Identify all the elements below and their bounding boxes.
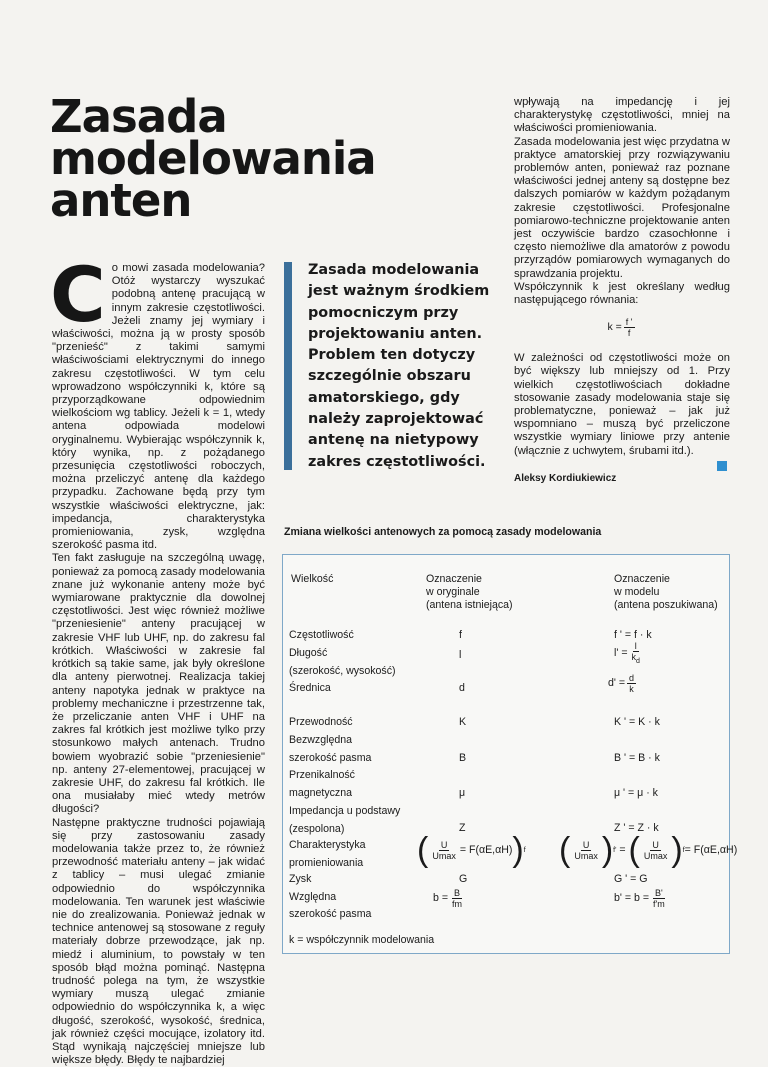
formula-denominator: f'm bbox=[653, 899, 665, 909]
row-name-permeability-sub: magnetyczna bbox=[289, 787, 353, 799]
paren-right: ) bbox=[671, 831, 683, 869]
title-line-1: Zasada bbox=[50, 90, 227, 143]
formula-lhs: d' = bbox=[608, 677, 626, 689]
article-column-1 bbox=[50, 250, 265, 1067]
row-name-impedance-sub: (zespolona) bbox=[289, 823, 345, 835]
row-model-gain: G ' = G bbox=[614, 873, 648, 885]
k-formula bbox=[514, 317, 730, 338]
header-line: (antena poszukiwana) bbox=[614, 599, 718, 611]
formula-denominator bbox=[630, 652, 642, 667]
den-sub: d bbox=[636, 657, 640, 665]
drop-cap: C bbox=[50, 250, 106, 339]
row-model-radiation bbox=[559, 833, 737, 867]
row-model-length bbox=[614, 641, 644, 667]
title-line-3: anten bbox=[50, 174, 192, 227]
row-model-relative-bandwidth bbox=[614, 888, 669, 909]
article-title bbox=[50, 90, 376, 227]
row-name-permeability: Przenikalność bbox=[289, 769, 355, 781]
row-orig-conductivity: K bbox=[459, 716, 467, 728]
paren-right: ) bbox=[512, 831, 524, 869]
row-name-diameter: Średnica bbox=[289, 682, 331, 694]
row-orig-gain: G bbox=[459, 873, 468, 885]
equals-sign: = bbox=[616, 843, 629, 856]
row-orig-length: l bbox=[459, 649, 462, 661]
formula-function: = F(αE,αH) bbox=[684, 843, 738, 856]
row-model-conductivity: K ' = K · k bbox=[614, 716, 660, 728]
row-orig-permeability: μ bbox=[459, 787, 466, 799]
row-model-diameter bbox=[608, 673, 638, 694]
paragraph: Zasada modelowania jest więc przydatna w praktyce amatorskiej przy rozwiązywaniu problemów anten, ponieważ raz poznane właściwości jednej anteny są dostępne bez dalszych pomiarów w każdym pożądanym zakresie częstotliwości. Profesjonalne pomiarowo-techniczne projektowanie anten jest oczywiście bardzo czasochłonne i często niemożliwe dla amatorów z powodu przyrządów pomiarowych wymaganych do sprawdzania projektu. bbox=[514, 135, 730, 280]
formula-denominator: k bbox=[629, 684, 634, 694]
row-model-frequency: f ' = f · k bbox=[614, 629, 652, 641]
formula-fraction bbox=[430, 840, 458, 861]
formula-fraction bbox=[651, 888, 667, 909]
formula-lhs: k = bbox=[607, 321, 622, 334]
row-name-frequency: Częstotliwość bbox=[289, 629, 354, 641]
paragraph: Współczynnik k jest określany według następującego równania: bbox=[514, 280, 730, 307]
row-orig-relative-bandwidth bbox=[433, 888, 466, 909]
formula-fraction bbox=[624, 317, 635, 338]
header-line: (antena istniejąca) bbox=[426, 599, 513, 611]
row-orig-radiation bbox=[417, 833, 526, 867]
header-line: w modelu bbox=[614, 586, 660, 598]
row-name-length-sub: (szerokość, wysokość) bbox=[289, 665, 396, 677]
den-main: k bbox=[631, 652, 637, 662]
paragraph: W zależności od częstotliwości może on być większy lub mniejszy od 1. Przy wielkich częstotliwościach dokładne stosowanie zasady modelowania staje się problematyczne, ponieważ – jak już wspomniano – muszą być przeliczone wszystkie wymiary liniowe przy antenie (włącznie z uchwytem, śrubami itd.). bbox=[514, 352, 730, 457]
formula-numerator: l bbox=[634, 641, 637, 651]
formula-lhs: l' = bbox=[614, 647, 628, 660]
header-line: Oznaczenie bbox=[614, 573, 670, 585]
row-name-conductivity: Przewodność bbox=[289, 716, 353, 728]
row-name-bandwidth-sub: szerokość pasma bbox=[289, 752, 372, 764]
row-model-bandwidth: B ' = B · k bbox=[614, 752, 660, 764]
table-footnote: k = współczynnik modelowania bbox=[289, 934, 435, 946]
row-name-length: Długość bbox=[289, 647, 328, 659]
formula-fraction bbox=[572, 840, 600, 861]
paren-subscript: f bbox=[523, 846, 526, 854]
formula-fraction bbox=[630, 641, 642, 667]
row-name-impedance: Impedancja u podstawy bbox=[289, 805, 401, 817]
row-name-radiation-sub: promieniowania bbox=[289, 857, 364, 869]
formula-denominator: Umax bbox=[574, 850, 598, 861]
formula-lhs: b = bbox=[433, 892, 449, 904]
row-orig-bandwidth: B bbox=[459, 752, 467, 764]
formula-fraction bbox=[627, 673, 636, 694]
title-line-2: modelowania bbox=[50, 132, 376, 185]
formula-numerator: U bbox=[440, 839, 448, 850]
formula-numerator: U bbox=[652, 839, 659, 850]
formula-numerator: B bbox=[454, 888, 461, 898]
paragraph: o mowi zasada modelowania? Otóż wystarczy wyszukać podobną antenę pracującą w innym zakresie częstotliwości. Jeżeli znamy jej wymiary i właściwości, można ją w prosty sposób "przenieść" z takimi samymi właściwościami elektrycznymi do innego zakresu częstotliwości. W tym celu wprowadzono współczynniki k, które są przyporządkowane odpowiednim wielkościom wg tablicy. Jeżeli k = 1, wtedy antena odpowiada modelowi oryginalnemu. Wybierając współczynnik k, który wynika, np. z pożądanego przesunięcia częstotliwości roboczych, można przeliczyć antenę dla każdego przypadku. Zachowane będą przy tym wszystkie właściwości elektryczne, jak: impedancja, charakterystyka promieniowania, zysk, względna szerokość pasma itd. bbox=[52, 262, 265, 552]
formula-function: = F(αE,αH) bbox=[459, 843, 513, 856]
formula-numerator: f ' bbox=[625, 317, 633, 328]
formula-denominator: Umax bbox=[643, 850, 668, 861]
model-table bbox=[282, 554, 738, 954]
paragraph: Następne praktyczne trudności pojawiają się przy zastosowaniu zasady modelowania także przez to, że również przewodność materiału anteny – jak widać z tablicy – musi ulegać zmianie odpowiednio do współczynnika modelowania. Ten warunek jest właściwie nie do zrealizowania. Ponieważ jednak w technice antenowej są stosowane z reguły materiały dobrze przewodzące, jak np. miedź i aluminium, to powstały w ten sposób błąd można pominąć. Następna trudność polega na tym, że wszystkie wymiary muszą ulegać zmianie odpowiednio do współczynnika k, a więc długość, szerokość, wysokość, średnica, jak również części mocujące, izolatory itd. Stąd wynikają najczęściej mniejsze lub większe błędy. Błędy te najbardziej bbox=[52, 816, 265, 1067]
formula-denominator: Umax bbox=[432, 850, 456, 861]
paren-right: ) bbox=[601, 831, 614, 869]
end-mark-square bbox=[717, 461, 727, 471]
pull-quote-text: Zasada modelowania jest ważnym środkiem pomocniczym przy projektowaniu anten. Problem ten dotyczy szczególnie obszaru amatorskiego, gdy należy zaprojektować antenę na nietypowy zakres częstotliwości. bbox=[308, 262, 490, 470]
formula-fraction bbox=[642, 840, 670, 861]
row-name-gain: Zysk bbox=[289, 873, 312, 885]
formula-numerator: B' bbox=[655, 888, 663, 898]
table-caption: Zmiana wielkości antenowych za pomocą zasady modelowania bbox=[284, 526, 602, 538]
table-header-quantity: Wielkość bbox=[291, 573, 334, 585]
formula-numerator: U bbox=[582, 839, 590, 850]
formula-denominator: fm bbox=[452, 899, 463, 909]
header-line: w oryginale bbox=[426, 586, 480, 598]
header-line: Oznaczenie bbox=[426, 573, 482, 585]
row-model-permeability: μ ' = μ · k bbox=[614, 787, 658, 799]
author-name: Aleksy Kordiukiewicz bbox=[514, 472, 617, 484]
row-model-impedance: Z ' = Z · k bbox=[614, 822, 659, 834]
paren-subscript: f' bbox=[613, 846, 617, 854]
row-name-radiation: Charakterystyka bbox=[289, 839, 366, 851]
article-column-3 bbox=[514, 96, 730, 485]
row-orig-impedance: Z bbox=[459, 822, 466, 834]
paren-left: ( bbox=[417, 831, 429, 869]
paragraph: wpływają na impedancję i jej charakterystykę częstotliwości, mniej na właściwości promieniowania. bbox=[514, 96, 730, 135]
paren-left: ( bbox=[559, 831, 571, 869]
row-orig-diameter: d bbox=[459, 682, 465, 694]
row-orig-frequency: f bbox=[459, 629, 462, 641]
paren-left: ( bbox=[628, 831, 640, 869]
row-name-relative-bandwidth-sub: szerokość pasma bbox=[289, 908, 372, 920]
paren-subscript: f bbox=[682, 846, 685, 854]
row-name-bandwidth: Bezwzględna bbox=[289, 734, 353, 746]
pull-quote bbox=[284, 260, 504, 473]
table-header-model bbox=[614, 573, 718, 612]
formula-numerator: d bbox=[629, 673, 635, 683]
formula-denominator: f bbox=[627, 328, 631, 339]
table-header-original bbox=[426, 573, 513, 612]
formula-lhs: b' = b = bbox=[614, 892, 650, 904]
pull-quote-accent-bar bbox=[284, 262, 292, 470]
formula-fraction bbox=[450, 888, 464, 909]
paragraph: Ten fakt zasługuje na szczególną uwagę, ponieważ za pomocą zasady modelowania znane już wykonanie anteny może być wymiarowane praktycznie dla dowolnej częstotliwości. Jest więc również możliwe "przeniesienie" anteny pracującej w zakresie VHF lub UHF, np. do zakresu fal krótkich. Właściwości w zakresie fal krótkich są takie same, jak były określone dla anteny pierwotnej. Realizacja takiej anteny napotyka jednak w praktyce na problemy mechaniczne i przestrzenne tak, że przeliczanie anten VHF i UHF na zakres fal krótkich jest możliwe tylko przy stosunkowo małych antenach. Trudno bowiem wyobrazić sobie "przeniesienie" np. anteny 27-elementowej, pracującej w zakresie UHF, do zakresu fal krótkich. Ile ona musiałaby mieć wtedy metrów długości? bbox=[52, 552, 265, 816]
row-name-relative-bandwidth: Względna bbox=[289, 891, 337, 903]
